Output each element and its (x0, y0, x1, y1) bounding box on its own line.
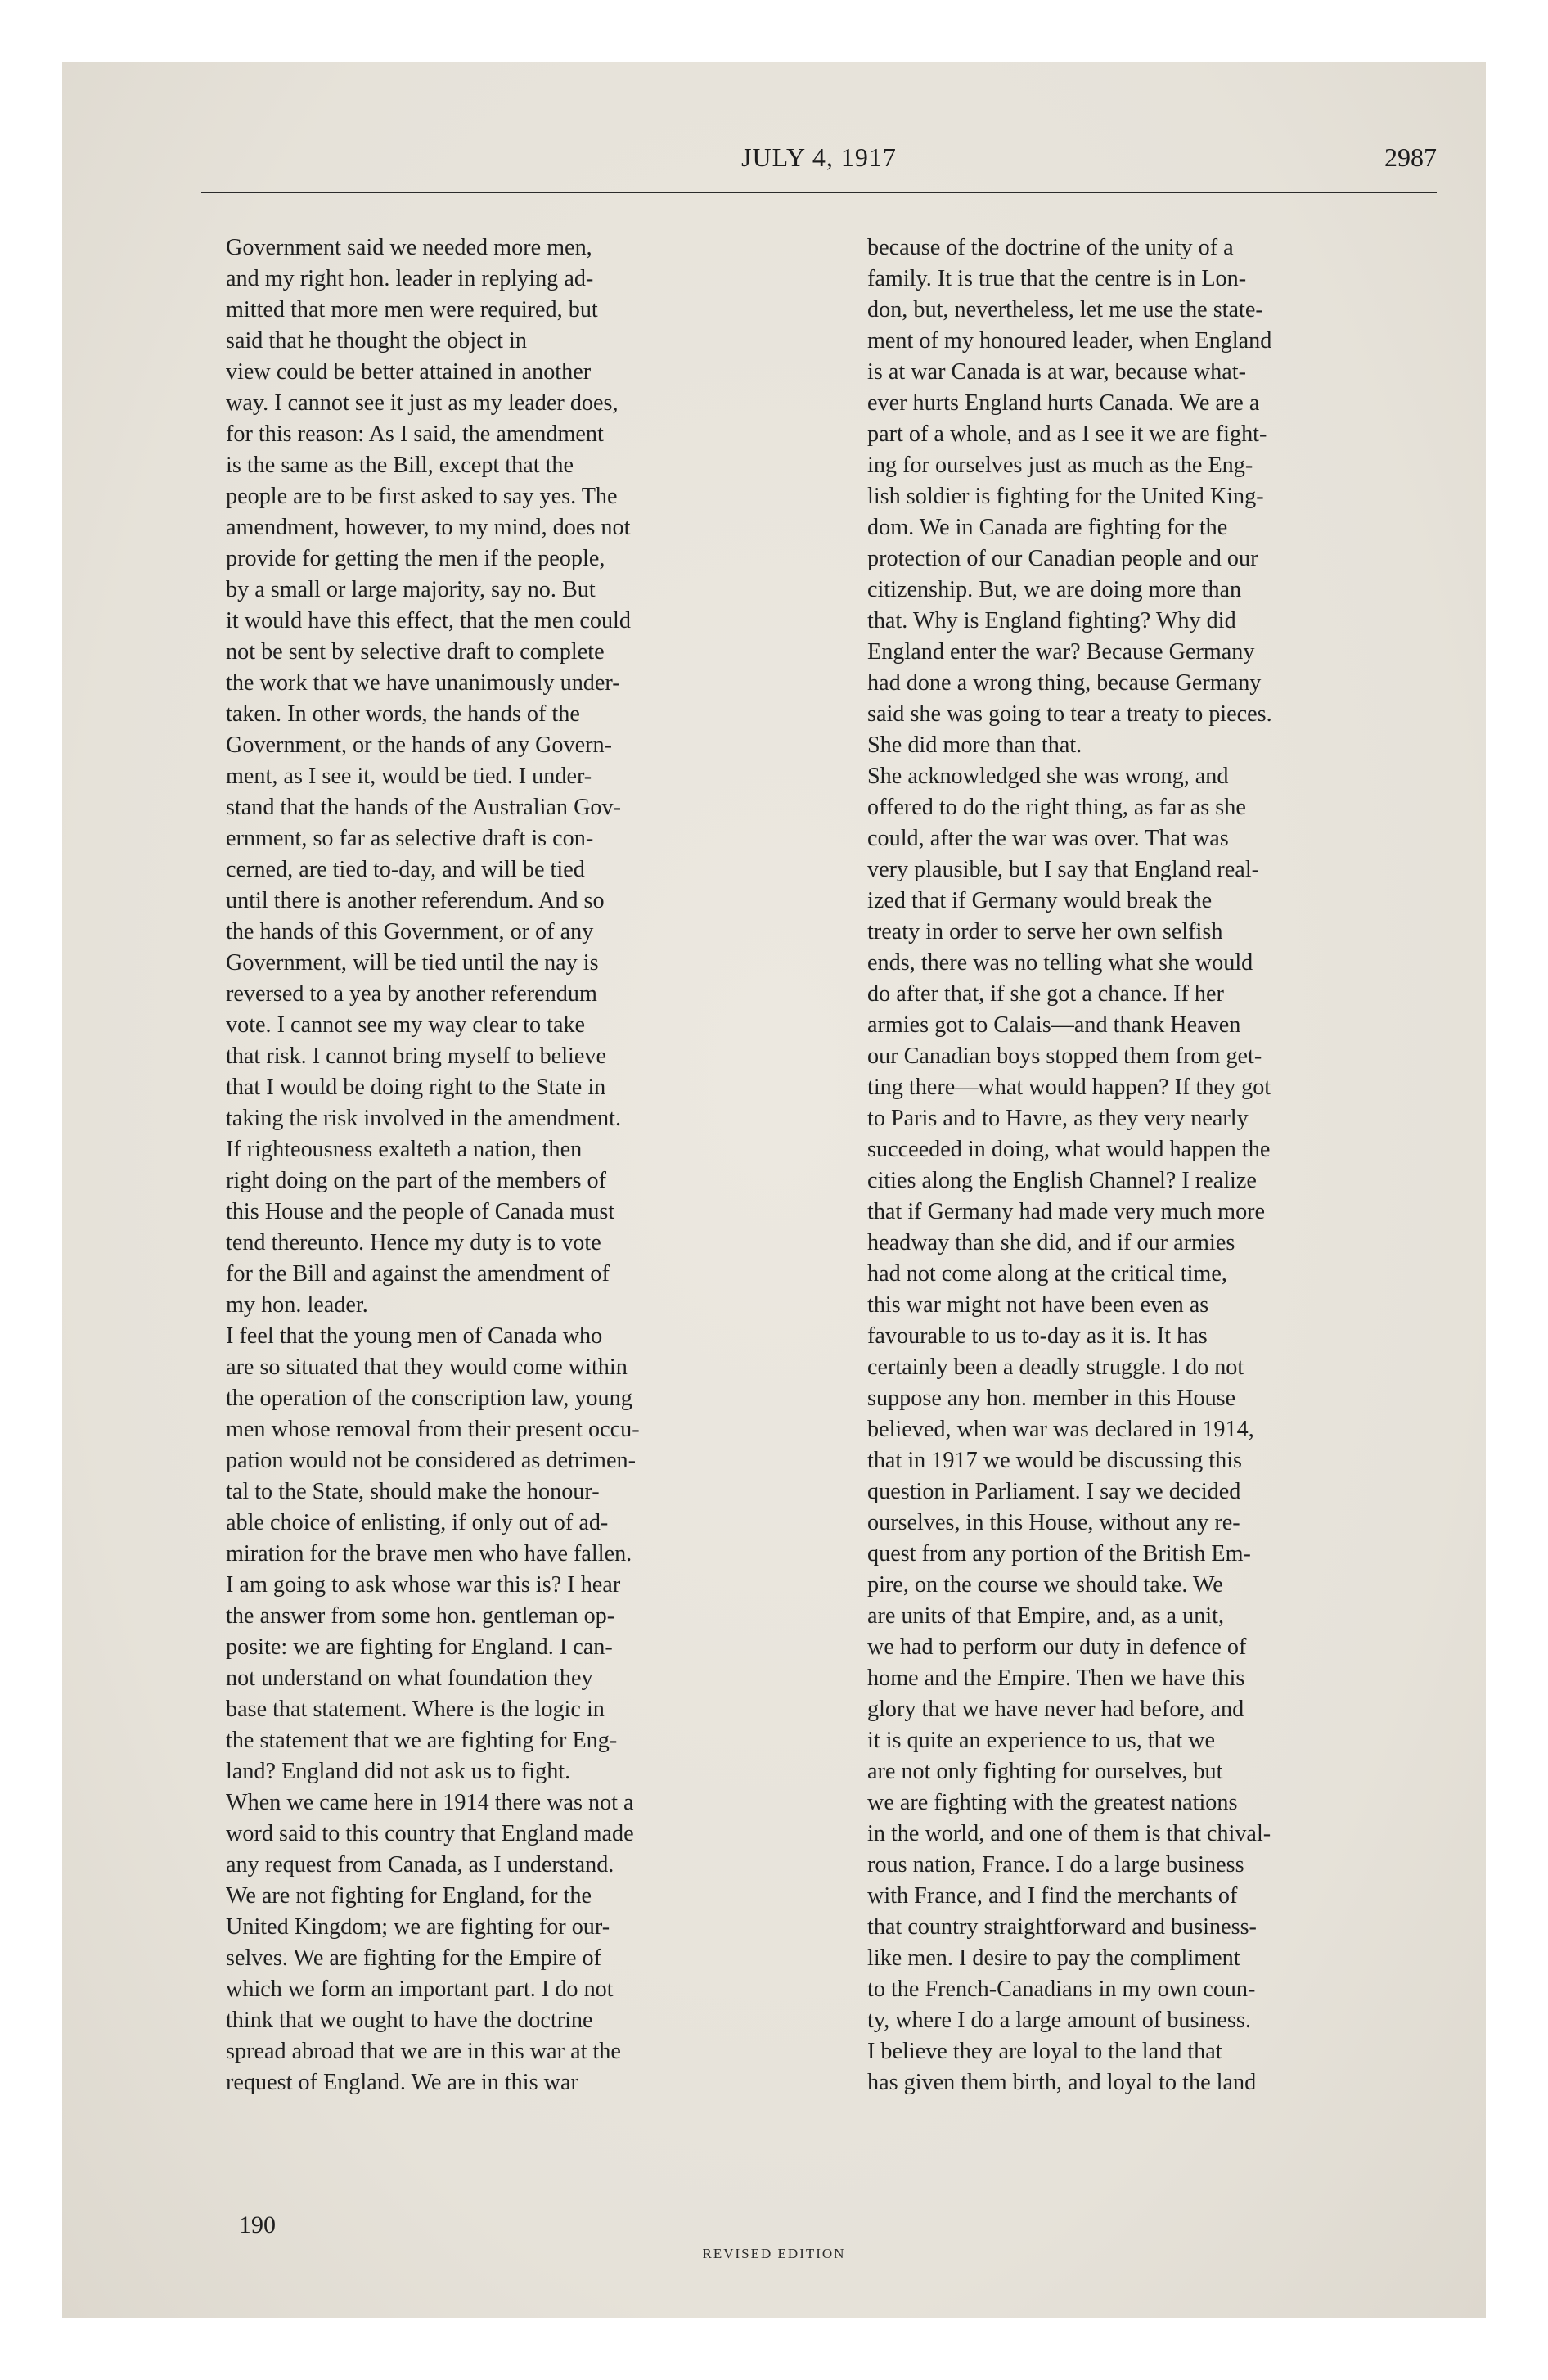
text-line: tal to the State, should make the honour- (226, 1479, 600, 1504)
text-line: offered to do the right thing, as far as she (867, 795, 1246, 820)
text-line: men whose removal from their present occu- (226, 1417, 640, 1442)
text-line: cities along the English Channel? I realize (867, 1168, 1257, 1193)
text-line: to the French-Canadians in my own coun- (867, 1977, 1256, 2002)
text-line: right doing on the part of the members of (226, 1168, 606, 1193)
text-line: ends, there was no telling what she would (867, 950, 1253, 976)
text-line: we had to perform our duty in defence of (867, 1634, 1247, 1660)
text-line: lish soldier is fighting for the United King- (867, 484, 1264, 509)
header-date: JULY 4, 1917 (741, 142, 897, 172)
text-line: are units of that Empire, and, as a unit, (867, 1603, 1224, 1629)
text-line: we are fighting with the greatest nations (867, 1790, 1238, 1815)
text-line: don, but, nevertheless, let me use the state- (867, 297, 1263, 322)
text-line: our Canadian boys stopped them from get- (867, 1044, 1262, 1069)
text-line: by a small or large majority, say no. But (226, 577, 596, 602)
text-line: for the Bill and against the amendment of (226, 1261, 610, 1287)
text-line: base that statement. Where is the logic in (226, 1697, 605, 1722)
text-line: my hon. leader. (226, 1292, 368, 1318)
text-line: not be sent by selective draft to complete (226, 639, 605, 665)
text-line: rous nation, France. I do a large business (867, 1852, 1244, 1877)
text-line: ernment, so far as selective draft is con- (226, 826, 594, 851)
text-line: armies got to Calais—and thank Heaven (867, 1012, 1241, 1038)
text-line: view could be better attained in another (226, 359, 592, 385)
folio-number: 190 (239, 2211, 276, 2238)
text-line: the answer from some hon. gentleman op- (226, 1603, 615, 1629)
text-line: protection of our Canadian people and our (867, 546, 1258, 571)
text-line: mitted that more men were required, but (226, 297, 598, 322)
text-line: certainly been a deadly struggle. I do not (867, 1355, 1244, 1380)
text-line: I am going to ask whose war this is? I hear (226, 1572, 621, 1598)
text-line: for this reason: As I said, the amendment (226, 421, 604, 447)
text-line: do after that, if she got a chance. If her (867, 981, 1224, 1007)
text-line: Government, or the hands of any Govern- (226, 732, 613, 758)
left-column (226, 232, 846, 2098)
text-line: She acknowledged she was wrong, and (867, 764, 1229, 789)
text-line: in the world, and one of them is that chival- (867, 1821, 1271, 1846)
text-line: ty, where I do a large amount of business. (867, 2008, 1251, 2033)
text-line: is at war Canada is at war, because what- (867, 359, 1246, 385)
text-line: that. Why is England fighting? Why did (867, 608, 1236, 633)
text-line: cerned, are tied to-day, and will be tied (226, 857, 585, 882)
text-line: are not only fighting for ourselves, but (867, 1759, 1223, 1784)
text-line: is the same as the Bill, except that the (226, 453, 574, 478)
text-line: reversed to a yea by another referendum (226, 981, 597, 1007)
text-line: Government said we needed more men, (226, 235, 592, 260)
text-line: miration for the brave men who have fallen. (226, 1541, 632, 1566)
text-line: pire, on the course we should take. We (867, 1572, 1223, 1598)
text-line: ized that if Germany would break the (867, 888, 1213, 913)
text-line: that in 1917 we would be discussing this (867, 1448, 1243, 1473)
text-line: land? England did not ask us to fight. (226, 1759, 571, 1784)
text-line: question in Parliament. I say we decided (867, 1479, 1241, 1504)
text-line: think that we ought to have the doctrine (226, 2008, 593, 2033)
text-line: succeeded in doing, what would happen the (867, 1137, 1271, 1162)
text-line: believed, when war was declared in 1914, (867, 1417, 1254, 1442)
text-line: like men. I desire to pay the compliment (867, 1945, 1240, 1971)
text-line: request of England. We are in this war (226, 2070, 578, 2095)
text-line: which we form an important part. I do not (226, 1977, 614, 2002)
text-line: has given them birth, and loyal to the land (867, 2070, 1257, 2095)
text-line: quest from any portion of the British Em- (867, 1541, 1251, 1566)
text-line: posite: we are fighting for England. I can- (226, 1634, 613, 1660)
text-line: until there is another referendum. And so (226, 888, 605, 913)
text-line: the statement that we are fighting for Eng- (226, 1728, 618, 1753)
text-line: that I would be doing right to the State in (226, 1075, 606, 1100)
page-header (201, 142, 1437, 193)
text-line: are so situated that they would come within (226, 1355, 628, 1380)
text-line: said she was going to tear a treaty to pieces. (867, 701, 1272, 727)
text-line: stand that the hands of the Australian Gov- (226, 795, 621, 820)
text-line: part of a whole, and as I see it we are fight- (867, 421, 1267, 447)
text-line: taken. In other words, the hands of the (226, 701, 580, 727)
text-line: I feel that the young men of Canada who (226, 1323, 603, 1349)
text-line: word said to this country that England made (226, 1821, 634, 1846)
text-line: with France, and I find the merchants of (867, 1883, 1238, 1909)
text-line: suppose any hon. member in this House (867, 1386, 1236, 1411)
text-line: ment of my honoured leader, when England (867, 328, 1272, 354)
text-line: said that he thought the object in (226, 328, 527, 354)
text-line: this House and the people of Canada must (226, 1199, 615, 1224)
text-line: ourselves, in this House, without any re- (867, 1510, 1240, 1535)
text-line: selves. We are fighting for the Empire of (226, 1945, 602, 1971)
text-line: spread abroad that we are in this war at the (226, 2039, 621, 2064)
text-line: the work that we have unanimously under- (226, 670, 620, 696)
text-line: this war might not have been even as (867, 1292, 1209, 1318)
text-line: dom. We in Canada are fighting for the (867, 515, 1228, 540)
text-line: ment, as I see it, would be tied. I under- (226, 764, 592, 789)
text-line: Government, will be tied until the nay is (226, 950, 599, 976)
text-line: favourable to us to-day as it is. It has (867, 1323, 1208, 1349)
text-line: and my right hon. leader in replying ad- (226, 266, 594, 291)
right-column (867, 232, 1487, 2098)
text-line: amendment, however, to my mind, does not (226, 515, 631, 540)
text-line: had done a wrong thing, because Germany (867, 670, 1262, 696)
text-line: that if Germany had made very much more (867, 1199, 1266, 1224)
text-line: to Paris and to Havre, as they very nearly (867, 1106, 1249, 1131)
text-line: the hands of this Government, or of any (226, 919, 594, 944)
text-line: She did more than that. (867, 732, 1082, 758)
document-page (62, 62, 1486, 2318)
text-line: glory that we have never had before, and (867, 1697, 1244, 1722)
text-line: people are to be first asked to say yes. The (226, 484, 618, 509)
text-line: tend thereunto. Hence my duty is to vote (226, 1230, 601, 1255)
text-line: it would have this effect, that the men could (226, 608, 631, 633)
text-line: because of the doctrine of the unity of a (867, 235, 1234, 260)
header-page-number: 2987 (1384, 142, 1437, 172)
text-line: the operation of the conscription law, young (226, 1386, 632, 1411)
text-line: We are not fighting for England, for the (226, 1883, 592, 1909)
text-line: could, after the war was over. That was (867, 826, 1229, 851)
text-line: ever hurts England hurts Canada. We are a (867, 390, 1260, 416)
text-line: provide for getting the men if the people, (226, 546, 605, 571)
text-line: any request from Canada, as I understand. (226, 1852, 614, 1877)
text-line: that risk. I cannot bring myself to believe (226, 1044, 606, 1069)
text-line: way. I cannot see it just as my leader does, (226, 390, 619, 416)
text-line: able choice of enlisting, if only out of ad- (226, 1510, 609, 1535)
text-line: had not come along at the critical time, (867, 1261, 1227, 1287)
text-line: England enter the war? Because Germany (867, 639, 1255, 665)
text-line: taking the risk involved in the amendment. (226, 1106, 621, 1131)
text-line: it is quite an experience to us, that we (867, 1728, 1216, 1753)
text-line: very plausible, but I say that England real- (867, 857, 1260, 882)
text-line: family. It is true that the centre is in Lon- (867, 266, 1247, 291)
text-line: pation would not be considered as detrimen- (226, 1448, 636, 1473)
text-line: that country straightforward and business- (867, 1914, 1257, 1940)
text-line: headway than she did, and if our armies (867, 1230, 1235, 1255)
text-line: home and the Empire. Then we have this (867, 1666, 1245, 1691)
text-line: vote. I cannot see my way clear to take (226, 1012, 586, 1038)
text-line: treaty in order to serve her own selfish (867, 919, 1223, 944)
text-line: not understand on what foundation they (226, 1666, 593, 1691)
text-line: I believe they are loyal to the land that (867, 2039, 1222, 2064)
text-line: United Kingdom; we are fighting for our- (226, 1914, 610, 1940)
text-line: ing for ourselves just as much as the Eng- (867, 453, 1253, 478)
text-line: If righteousness exalteth a nation, then (226, 1137, 583, 1162)
edition-label: REVISED EDITION (702, 2246, 846, 2261)
text-line: When we came here in 1914 there was not a (226, 1790, 634, 1815)
text-line: citizenship. But, we are doing more than (867, 577, 1242, 602)
text-line: ting there—what would happen? If they got (867, 1075, 1271, 1100)
